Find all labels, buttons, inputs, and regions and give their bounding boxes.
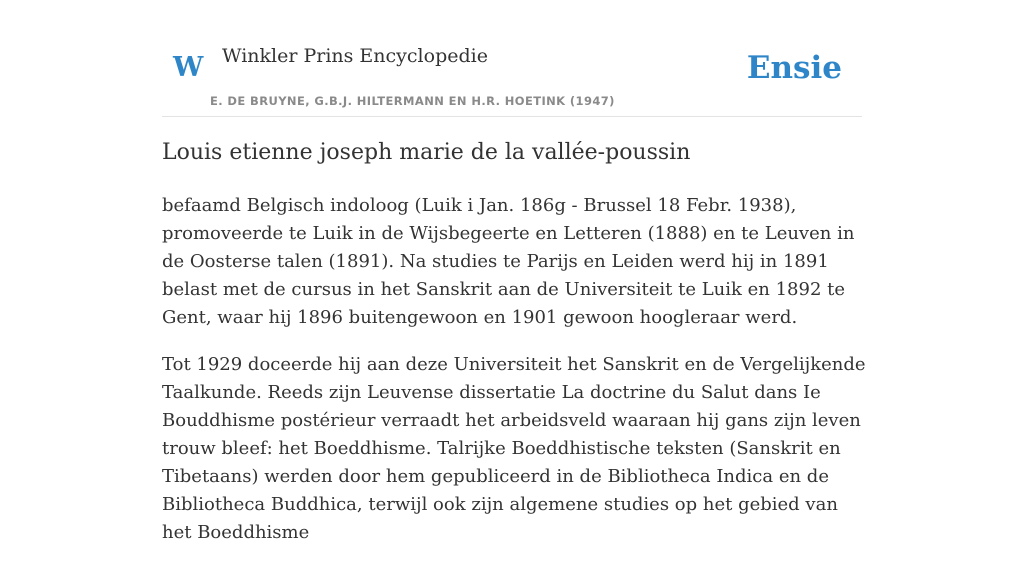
article-title: Louis etienne joseph marie de la vallée-poussin <box>162 140 691 165</box>
article-paragraph: Tot 1929 doceerde hij aan deze Universiteit het Sanskrit en de Vergelijkende Taalkunde. Reeds zijn Leuvense dissertatie La doctrine du Salut dans Ie Bouddhisme postérieur verraadt het arbeidsveld waaraan hij gans zijn leven trouw bleef: het Boeddhisme. Talrijke Boeddhistische teksten (Sanskrit en Tibetaans) werden door hem gepubliceerd in de Bibliotheca Indica en de Bibliotheca Buddhica, terwijl ook zijn algemene studies op het gebied van het Boeddhisme <box>162 354 866 543</box>
article-body <box>162 192 866 566</box>
publication-logo-icon[interactable]: W <box>173 52 204 83</box>
ensie-logo[interactable]: Ensie <box>746 50 842 86</box>
site-header <box>162 0 862 117</box>
article-paragraph: befaamd Belgisch indoloog (Luik i Jan. 186g - Brussel 18 Febr. 1938), promoveerde te Luik in de Wijsbegeerte en Letteren (1888) en te Leuven in de Oosterse talen (1891). Na studies te Parijs en Leiden werd hij in 1891 belast met de cursus in het Sanskrit aan de Universiteit te Luik en 1892 te Gent, waar hij 1896 buitengewoon en 1901 gewoon hoogleraar werd. <box>162 195 855 328</box>
authors-line: E. DE BRUYNE, G.B.J. HILTERMANN EN H.R. HOETINK (1947) <box>210 94 615 108</box>
publication-title[interactable]: Winkler Prins Encyclopedie <box>222 45 488 67</box>
